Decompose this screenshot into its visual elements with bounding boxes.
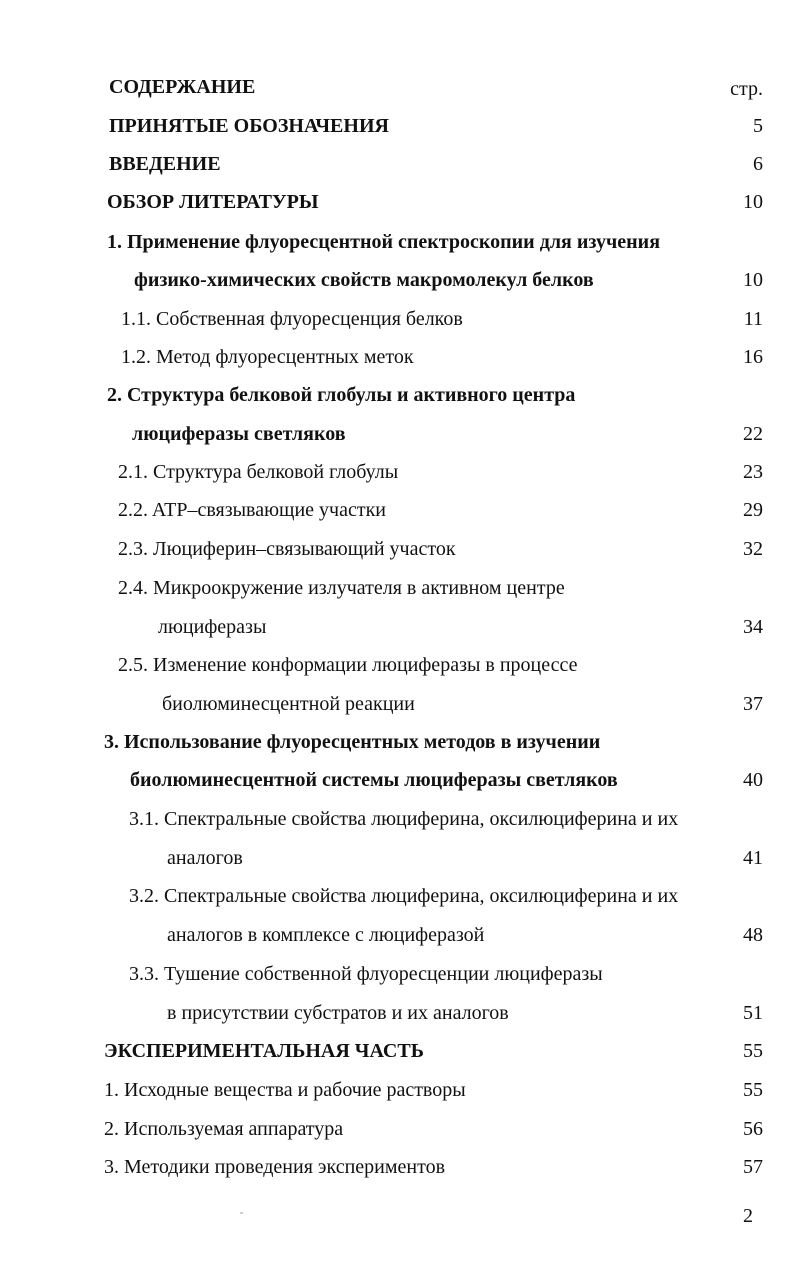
toc-entry-text: ВВЕДЕНИЕ bbox=[109, 153, 221, 175]
toc-entry-text: 2.4. Микроокружение излучателя в активном центре bbox=[118, 577, 565, 599]
toc-entry-text: ЭКСПЕРИМЕНТАЛЬНАЯ ЧАСТЬ bbox=[104, 1040, 424, 1062]
toc-entry-text: аналогов bbox=[167, 847, 243, 869]
toc-entry-page: 37 bbox=[743, 693, 763, 715]
toc-entry-page: 34 bbox=[743, 616, 763, 638]
toc-entry-text: аналогов в комплексе с люциферазой bbox=[167, 924, 485, 946]
toc-entry-text: 1. Применение флуоресцентной спектроскопии для изучения bbox=[107, 231, 661, 253]
toc-entry-page: 57 bbox=[743, 1156, 763, 1178]
toc-entry-page: 5 bbox=[753, 115, 763, 137]
toc-entry-text: люциферазы светляков bbox=[132, 423, 346, 445]
toc-entry-text: 1.1. Собственная флуоресценция белков bbox=[121, 308, 463, 330]
toc-entry-page: 56 bbox=[743, 1118, 763, 1140]
toc-entry-page: 23 bbox=[743, 461, 763, 483]
toc-entry-text: 3.3. Тушение собственной флуоресценции люциферазы bbox=[129, 963, 603, 985]
toc-entry-text: 2.2. ATP–связывающие участки bbox=[118, 499, 387, 521]
toc-entry-text: ОБЗОР ЛИТЕРАТУРЫ bbox=[107, 191, 319, 213]
page-number: 2 bbox=[743, 1205, 753, 1227]
toc-entry-text: 2.3. Люциферин–связывающий участок bbox=[118, 538, 456, 560]
toc-entry-text: биолюминесцентной системы люциферазы светляков bbox=[130, 769, 618, 791]
toc-entry-page: 41 bbox=[743, 847, 763, 869]
toc-entry-text: 2.1. Структура белковой глобулы bbox=[118, 461, 399, 483]
toc-entry-page: 16 bbox=[743, 346, 763, 368]
page-column-label: стр. bbox=[730, 78, 763, 100]
toc-entry-text: 3. Использование флуоресцентных методов в изучении bbox=[104, 731, 601, 753]
toc-entry-text: 2. Структура белковой глобулы и активного центра bbox=[107, 384, 576, 406]
toc-entry-text: 2.5. Изменение конформации люциферазы в процессе bbox=[118, 654, 578, 676]
toc-entry-page: 10 bbox=[743, 191, 763, 213]
toc-entry-text: ПРИНЯТЫЕ ОБОЗНАЧЕНИЯ bbox=[109, 115, 389, 137]
toc-entry-text: 3.2. Спектральные свойства люциферина, оксилюциферина и их bbox=[129, 885, 679, 907]
toc-entry-page: 51 bbox=[743, 1002, 763, 1024]
toc-entry-page: 22 bbox=[743, 423, 763, 445]
toc-entry-text: люциферазы bbox=[158, 616, 267, 638]
toc-entry-page: 55 bbox=[743, 1079, 763, 1101]
toc-entry-page: 48 bbox=[743, 924, 763, 946]
toc-entry-page: 10 bbox=[743, 269, 763, 291]
toc-entry-page: 32 bbox=[743, 538, 763, 560]
scan-speck bbox=[240, 1212, 243, 1214]
toc-entry-page: 40 bbox=[743, 769, 763, 791]
toc-entry-text: 1. Исходные вещества и рабочие растворы bbox=[104, 1079, 466, 1101]
toc-entry-page: 29 bbox=[743, 499, 763, 521]
toc-entry-page: 6 bbox=[753, 153, 763, 175]
toc-entry-text: в присутствии субстратов и их аналогов bbox=[167, 1002, 509, 1024]
toc-entry-page: 55 bbox=[743, 1040, 763, 1062]
toc-entry-text: физико-химических свойств макромолекул белков bbox=[134, 269, 594, 291]
toc-entry-text: 2. Используемая аппаратура bbox=[104, 1118, 344, 1140]
toc-entry-text: 3. Методики проведения экспериментов bbox=[104, 1156, 446, 1178]
toc-entry-text: 3.1. Спектральные свойства люциферина, оксилюциферина и их bbox=[129, 808, 679, 830]
toc-entry-text: биолюминесцентной реакции bbox=[162, 693, 415, 715]
toc-entry-page: 11 bbox=[743, 308, 763, 330]
toc-entry-text: 1.2. Метод флуоресцентных меток bbox=[121, 346, 414, 368]
toc-title: СОДЕРЖАНИЕ bbox=[109, 76, 256, 98]
